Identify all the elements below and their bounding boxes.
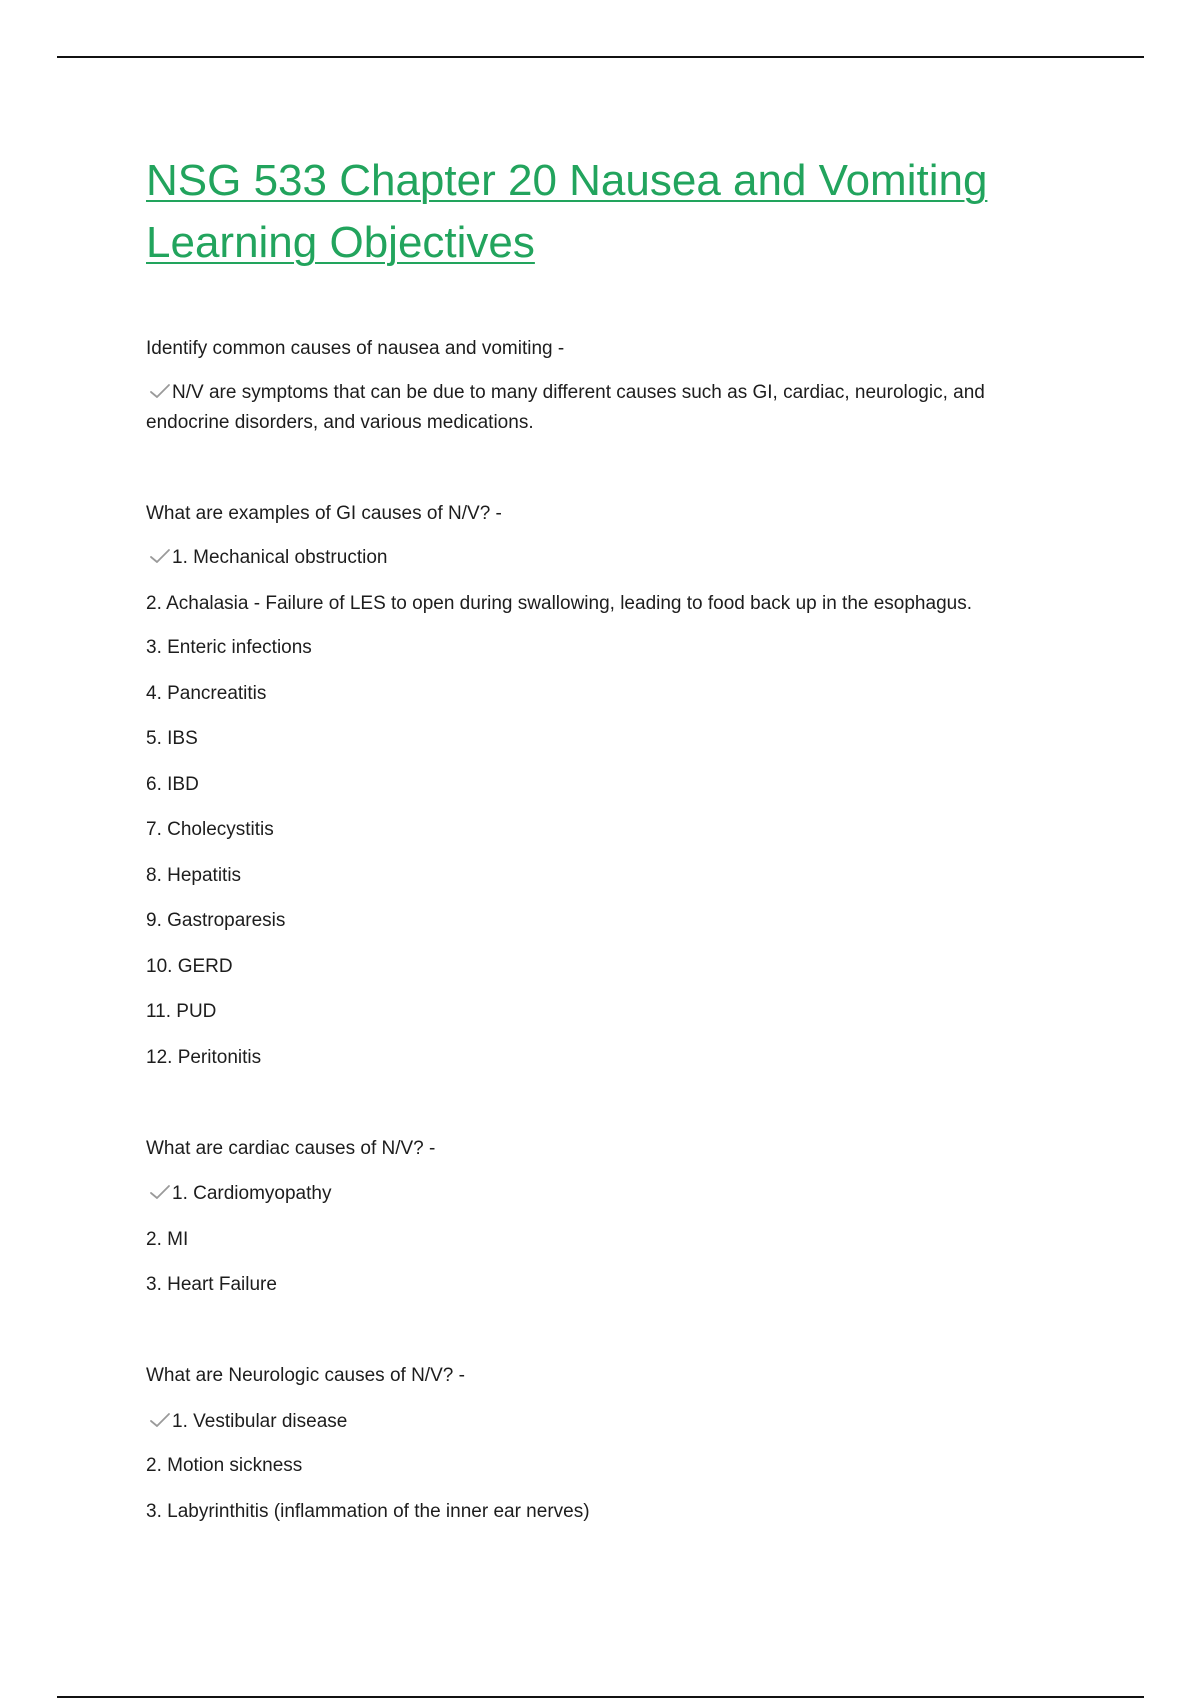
bottom-divider (57, 1696, 1144, 1698)
checkmark-icon (148, 382, 172, 400)
list-item: 8. Hepatitis (146, 865, 242, 886)
list-item: 1. Vestibular disease (146, 1407, 347, 1437)
title-line-1: NSG 533 Chapter 20 Nausea and Vomiting (146, 156, 988, 205)
list-item: 4. Pancreatitis (146, 683, 267, 704)
list-item: 7. Cholecystitis (146, 819, 274, 840)
question-causes: Identify common causes of nausea and vomiting - (146, 338, 565, 359)
answer-causes (146, 378, 1056, 438)
title-line-2: Learning Objectives (146, 218, 535, 267)
list-item: 3. Heart Failure (146, 1274, 277, 1295)
question-cardiac-causes: What are cardiac causes of N/V? - (146, 1138, 436, 1159)
list-item: 10. GERD (146, 956, 233, 977)
page-title (146, 150, 1046, 274)
list-item: 2. MI (146, 1229, 189, 1250)
list-item: 1. Cardiomyopathy (146, 1179, 331, 1209)
checkmark-icon (148, 1183, 172, 1201)
top-divider (57, 56, 1144, 58)
list-item: 2. Motion sickness (146, 1455, 303, 1476)
list-item: 5. IBS (146, 728, 198, 749)
list-item: 1. Mechanical obstruction (146, 543, 387, 573)
list-item: 3. Enteric infections (146, 637, 312, 658)
list-item: 6. IBD (146, 774, 199, 795)
question-neurologic-causes: What are Neurologic causes of N/V? - (146, 1365, 465, 1386)
list-item: 9. Gastroparesis (146, 910, 286, 931)
list-item: 12. Peritonitis (146, 1047, 262, 1068)
list-item: 2. Achalasia - Failure of LES to open during swallowing, leading to food back up in the esophagus. (146, 593, 972, 614)
list-item: 3. Labyrinthitis (inflammation of the inner ear nerves) (146, 1501, 590, 1522)
checkmark-icon (148, 1411, 172, 1429)
list-item: 11. PUD (146, 1001, 217, 1022)
answer-text: N/V are symptoms that can be due to many different causes such as GI, cardiac, neurologic, and endocrine disorders, and various medications. (146, 382, 985, 433)
checkmark-icon (148, 547, 172, 565)
question-gi-causes: What are examples of GI causes of N/V? - (146, 503, 502, 524)
